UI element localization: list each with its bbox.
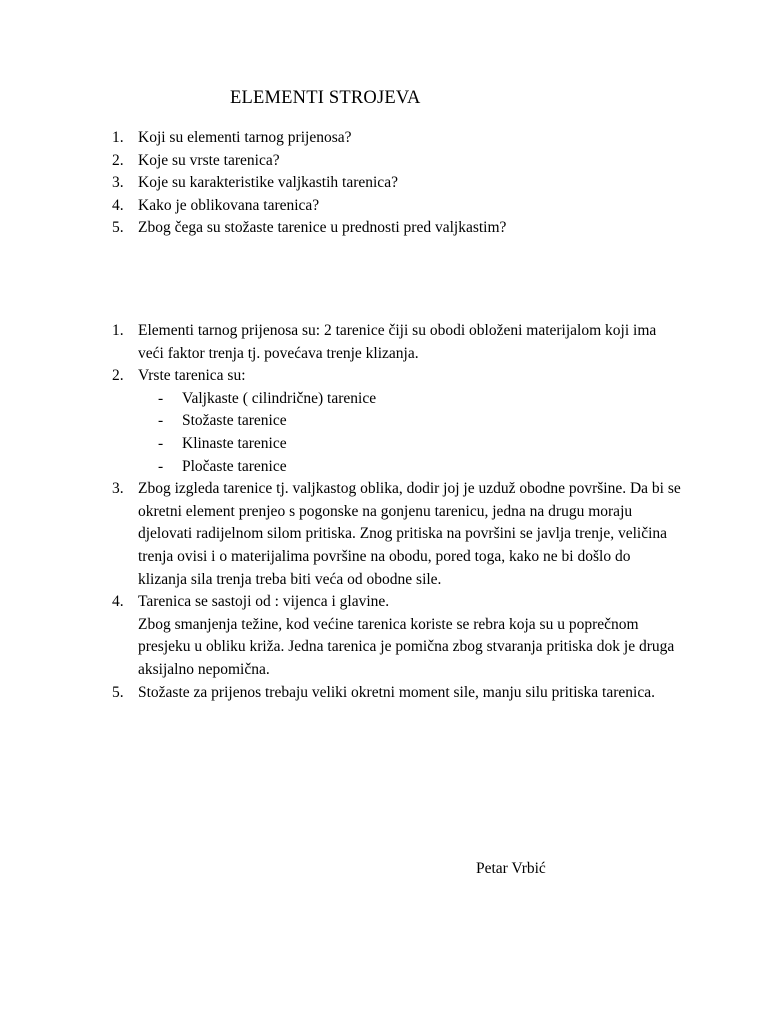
answer-number: 2.: [112, 367, 124, 385]
question-number: 3.: [112, 174, 124, 192]
question-item: [112, 217, 672, 240]
question-number: 5.: [112, 219, 124, 237]
tarenica-type-text: Klinaste tarenice: [182, 434, 287, 452]
question-number: 1.: [112, 129, 124, 146]
question-text: Koji su elementi tarnog prijenosa?: [138, 129, 352, 146]
answer-text-continued: Zbog smanjenja težine, kod većine tarenica koriste se rebra koja su u poprečnom presjeku u obliku križa. Jedna tarenica je pomična zbog stvaranja pritiska dok je druga aksijalno nepomična.: [138, 615, 675, 678]
tarenica-type-item: [158, 433, 682, 456]
tarenica-type-item: [158, 388, 682, 411]
answer-number: 3.: [112, 480, 124, 498]
answer-text: Stožaste za prijenos trebaju veliki okretni moment sile, manju silu pritiska tarenica.: [138, 683, 655, 701]
question-number: 2.: [112, 151, 124, 169]
question-list: [112, 127, 672, 240]
tarenica-type-text: Pločaste tarenice: [182, 457, 287, 475]
tarenica-type-text: Valjkaste ( cilindrične) tarenice: [182, 389, 377, 407]
document-title: ELEMENTI STROJEVA: [230, 88, 421, 108]
question-text: Kako je oblikovana tarenica?: [138, 196, 320, 214]
tarenica-types-list: [138, 388, 682, 478]
answer-text: Tarenica se sastoji od : vijenca i glavine.: [138, 593, 390, 611]
question-text: Zbog čega su stožaste tarenice u prednosti pred valjkastim?: [138, 219, 507, 237]
answer-item: [112, 320, 682, 365]
list-dash: -: [158, 412, 164, 430]
answer-number: 4.: [112, 593, 124, 611]
answer-item: [112, 478, 682, 591]
question-text: Koje su karakteristike valjkastih tarenica?: [138, 174, 398, 192]
tarenica-type-item: [158, 410, 682, 433]
answer-item: [112, 591, 682, 681]
question-item: [112, 150, 672, 173]
question-text: Koje su vrste tarenica?: [138, 151, 280, 169]
answer-text: Vrste tarenica su:: [138, 367, 246, 385]
tarenica-type-text: Stožaste tarenice: [182, 412, 287, 430]
answer-item: [112, 682, 682, 705]
answer-text: Zbog izgleda tarenice tj. valjkastog oblika, dodir joj je uzduž obodne površine. Da bi se okretni element prenjeo s pogonske na gonjenu tarenicu, jedna na drugu moraju djelovati radijelnom silom pritiska. Znog pritiska na površini se javlja trenje, veličina trenja ovisi i o materijalima površine na obodu, pored toga, kako ne bi došlo do klizanja sila trenja treba biti veća od obodne sile.: [138, 480, 681, 588]
answer-number: 1.: [112, 322, 124, 339]
author-signature: Petar Vrbić: [476, 860, 546, 877]
question-number: 4.: [112, 196, 124, 214]
tarenica-type-item: [158, 456, 682, 479]
list-dash: -: [158, 457, 164, 475]
answer-list: [112, 320, 682, 704]
question-item: [112, 172, 672, 195]
answer-number: 5.: [112, 683, 124, 701]
list-dash: -: [158, 389, 164, 407]
question-item: [112, 195, 672, 218]
question-item: [112, 127, 672, 150]
answer-item: [112, 365, 682, 478]
list-dash: -: [158, 434, 164, 452]
answer-text: Elementi tarnog prijenosa su: 2 tarenice čiji su obodi obloženi materijalom koji ima veći faktor trenja tj. povećava trenje klizanja.: [138, 322, 657, 362]
